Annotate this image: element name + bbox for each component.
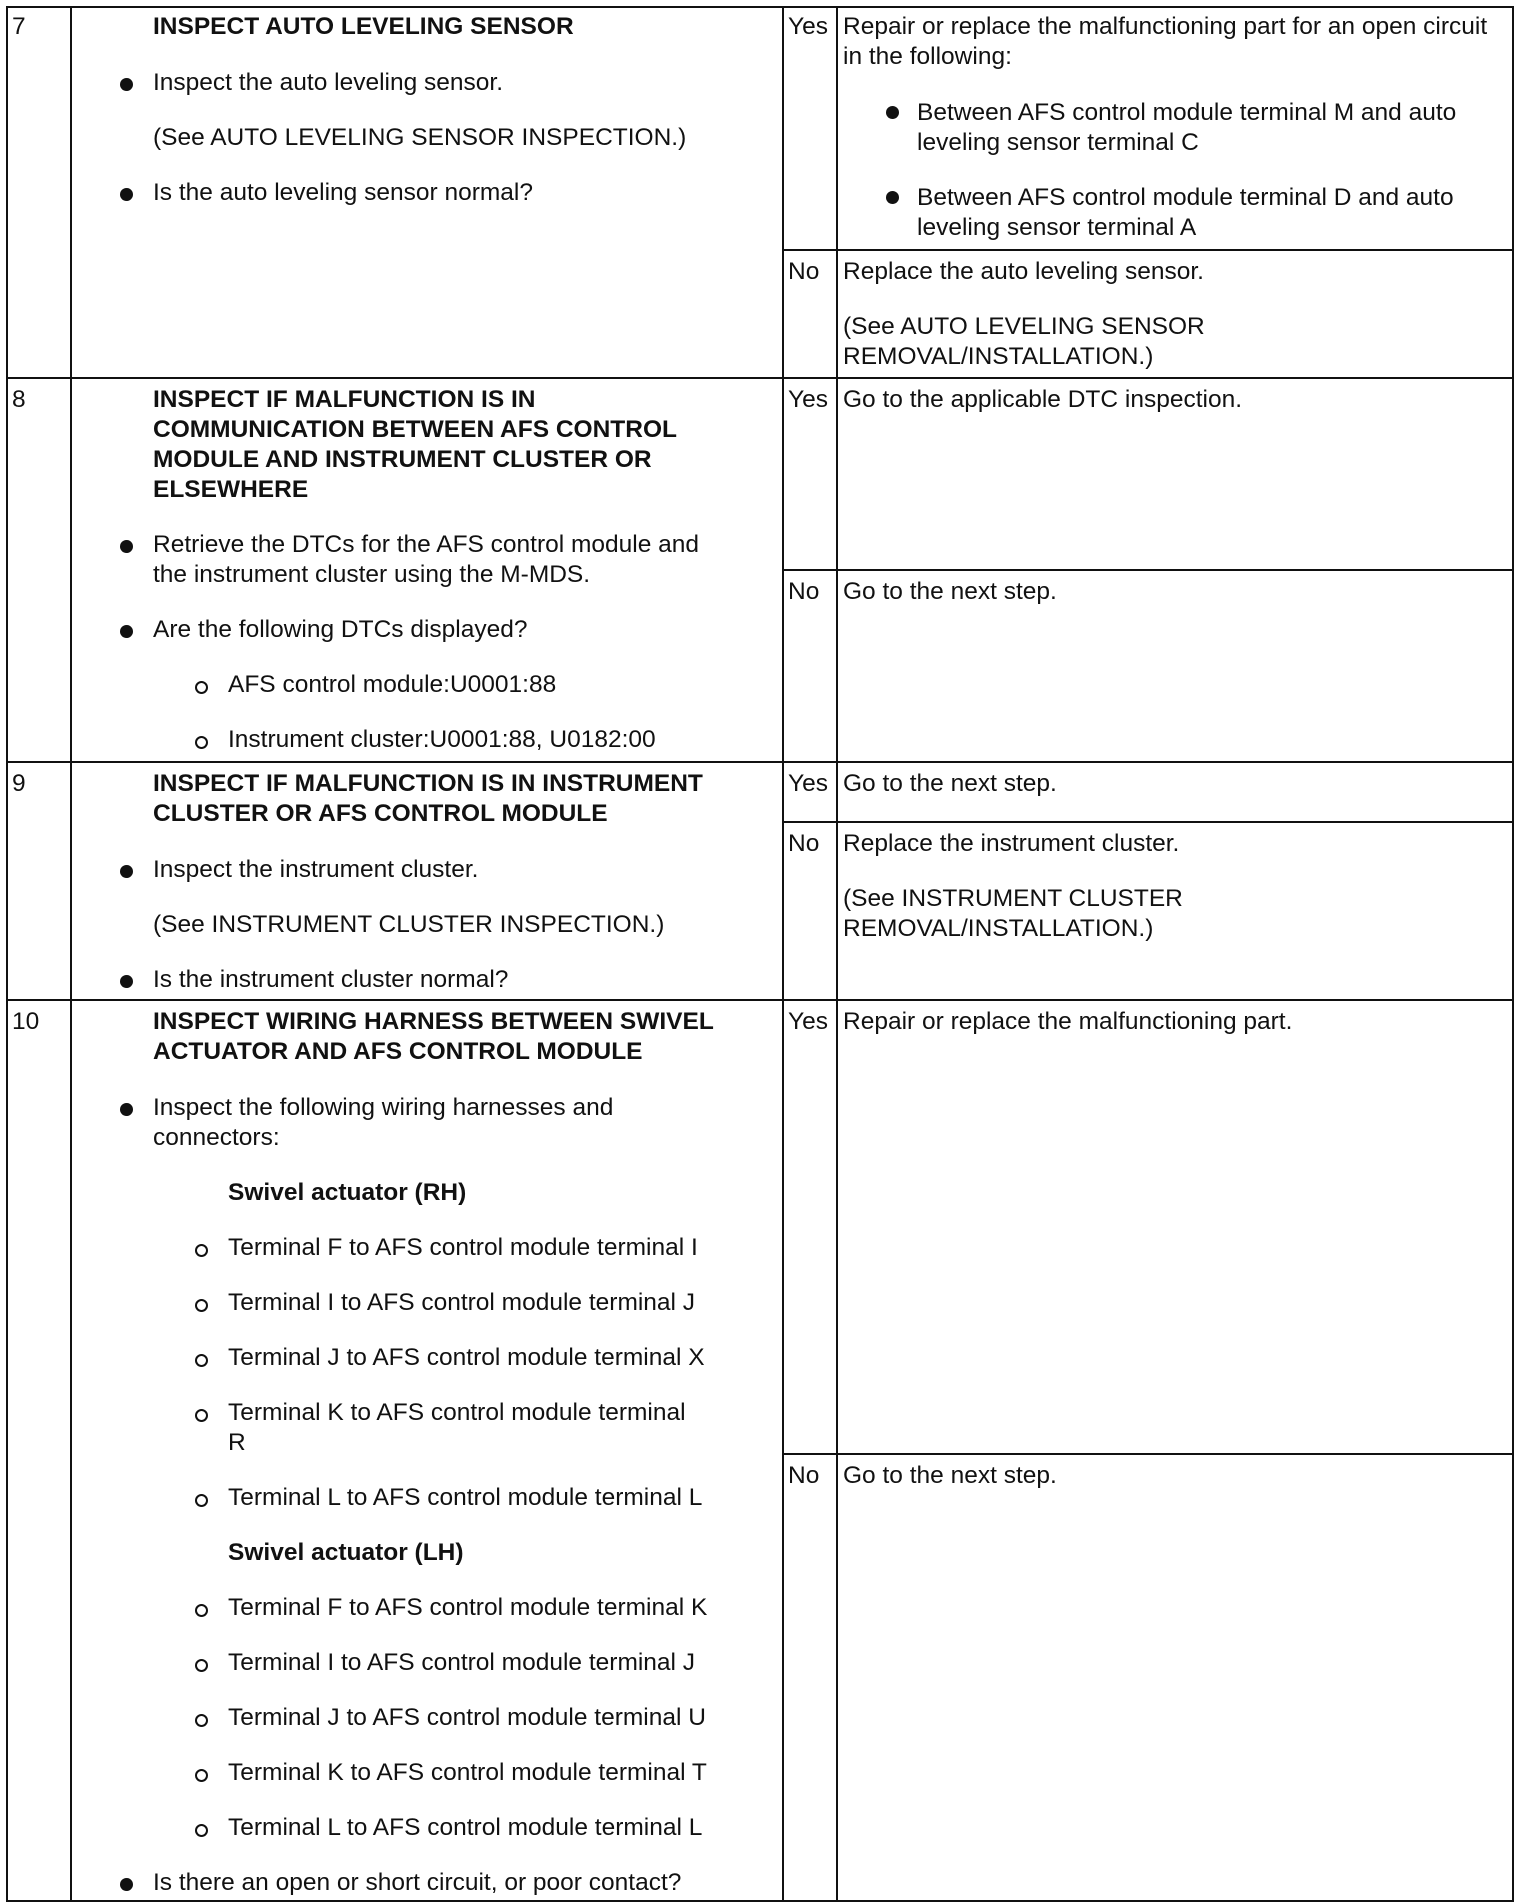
rh-item: Terminal L to AFS control module terminal L (228, 1484, 703, 1511)
bullet-icon (120, 1103, 133, 1116)
step-question: Is the auto leveling sensor normal? (153, 179, 533, 206)
step-number: 8 (12, 386, 26, 413)
no-text: REMOVAL/INSTALLATION.) (843, 343, 1154, 370)
sub-bullet-icon (195, 1604, 208, 1617)
yes-bullet: leveling sensor terminal A (917, 214, 1197, 241)
column-divider-result (836, 6, 838, 1900)
step-number: 7 (12, 13, 26, 40)
rh-item: Terminal I to AFS control module terminal J (228, 1289, 696, 1316)
rh-heading: Swivel actuator (RH) (228, 1179, 467, 1206)
yes-text: Go to the next step. (843, 770, 1057, 797)
column-divider-number (70, 6, 72, 1900)
row-divider-9-10 (6, 999, 1514, 1001)
lh-heading: Swivel actuator (LH) (228, 1539, 464, 1566)
table-border-left (6, 6, 8, 1900)
step-title: MODULE AND INSTRUMENT CLUSTER OR (153, 446, 652, 473)
step-reference: (See INSTRUMENT CLUSTER INSPECTION.) (153, 911, 665, 938)
bullet-icon (886, 191, 899, 204)
step-item: Retrieve the DTCs for the AFS control module and (153, 531, 700, 558)
bullet-icon (120, 540, 133, 553)
no-label: No (788, 258, 820, 285)
step-title: ELSEWHERE (153, 476, 309, 503)
sub-bullet-icon (195, 1354, 208, 1367)
step-question: Is there an open or short circuit, or poor contact? (153, 1869, 682, 1896)
yes-no-divider-8 (782, 569, 1514, 571)
table-border-right (1512, 6, 1514, 1900)
step-item: connectors: (153, 1124, 280, 1151)
bullet-icon (886, 106, 899, 119)
sub-bullet-icon (195, 1299, 208, 1312)
no-text: Go to the next step. (843, 578, 1057, 605)
no-text: (See INSTRUMENT CLUSTER (843, 885, 1183, 912)
step-question: Are the following DTCs displayed? (153, 616, 528, 643)
rh-item: Terminal J to AFS control module terminal X (228, 1344, 705, 1371)
sub-bullet-icon (195, 1714, 208, 1727)
sub-bullet-icon (195, 1244, 208, 1257)
no-text: Replace the instrument cluster. (843, 830, 1180, 857)
yes-text: Go to the applicable DTC inspection. (843, 386, 1243, 413)
lh-item: Terminal L to AFS control module terminal L (228, 1814, 703, 1841)
dtc-item: Instrument cluster:U0001:88, U0182:00 (228, 726, 656, 753)
yes-label: Yes (788, 386, 828, 413)
lh-item: Terminal K to AFS control module terminal T (228, 1759, 707, 1786)
rh-item: Terminal K to AFS control module terminal (228, 1399, 686, 1426)
step-item: Inspect the following wiring harnesses and (153, 1094, 614, 1121)
no-label: No (788, 1462, 820, 1489)
table-border-top (6, 6, 1514, 8)
step-item: Inspect the auto leveling sensor. (153, 69, 504, 96)
no-text: Replace the auto leveling sensor. (843, 258, 1204, 285)
lh-item: Terminal I to AFS control module terminal J (228, 1649, 696, 1676)
rh-item: Terminal F to AFS control module terminal I (228, 1234, 698, 1261)
no-text: Go to the next step. (843, 1462, 1057, 1489)
bullet-icon (120, 865, 133, 878)
step-reference: (See AUTO LEVELING SENSOR INSPECTION.) (153, 124, 687, 151)
bullet-icon (120, 1878, 133, 1891)
yes-bullet: Between AFS control module terminal D and auto (917, 184, 1454, 211)
bullet-icon (120, 78, 133, 91)
bullet-icon (120, 188, 133, 201)
bullet-icon (120, 625, 133, 638)
step-number: 10 (12, 1008, 40, 1035)
lh-item: Terminal F to AFS control module terminal K (228, 1594, 708, 1621)
step-item: Inspect the instrument cluster. (153, 856, 479, 883)
yes-no-divider-10 (782, 1453, 1514, 1455)
column-divider-step (782, 6, 784, 1900)
step-title: INSPECT AUTO LEVELING SENSOR (153, 13, 574, 40)
yes-no-divider-9 (782, 821, 1514, 823)
step-title: INSPECT IF MALFUNCTION IS IN (153, 386, 536, 413)
no-text: (See AUTO LEVELING SENSOR (843, 313, 1205, 340)
sub-bullet-icon (195, 1494, 208, 1507)
sub-bullet-icon (195, 1409, 208, 1422)
table-border-bottom (6, 1900, 1514, 1902)
yes-label: Yes (788, 770, 828, 797)
yes-text: Repair or replace the malfunctioning part for an open circuit (843, 13, 1488, 40)
no-text: REMOVAL/INSTALLATION.) (843, 915, 1154, 942)
step-title: ACTUATOR AND AFS CONTROL MODULE (153, 1038, 643, 1065)
rh-item: R (228, 1429, 246, 1456)
yes-bullet: Between AFS control module terminal M and auto (917, 99, 1457, 126)
yes-text: Repair or replace the malfunctioning part. (843, 1008, 1293, 1035)
step-question: Is the instrument cluster normal? (153, 966, 509, 993)
dtc-item: AFS control module:U0001:88 (228, 671, 557, 698)
sub-bullet-icon (195, 1659, 208, 1672)
yes-label: Yes (788, 13, 828, 40)
no-label: No (788, 578, 820, 605)
yes-bullet: leveling sensor terminal C (917, 129, 1199, 156)
step-title: COMMUNICATION BETWEEN AFS CONTROL (153, 416, 677, 443)
step-title: INSPECT IF MALFUNCTION IS IN INSTRUMENT (153, 770, 703, 797)
step-number: 9 (12, 770, 26, 797)
row-divider-7-8 (6, 377, 1514, 379)
sub-bullet-icon (195, 681, 208, 694)
bullet-icon (120, 975, 133, 988)
yes-no-divider-7 (782, 249, 1514, 251)
sub-bullet-icon (195, 1824, 208, 1837)
row-divider-8-9 (6, 761, 1514, 763)
step-item: the instrument cluster using the M-MDS. (153, 561, 591, 588)
sub-bullet-icon (195, 736, 208, 749)
yes-label: Yes (788, 1008, 828, 1035)
yes-text: in the following: (843, 43, 1012, 70)
sub-bullet-icon (195, 1769, 208, 1782)
step-title: INSPECT WIRING HARNESS BETWEEN SWIVEL (153, 1008, 714, 1035)
step-title: CLUSTER OR AFS CONTROL MODULE (153, 800, 608, 827)
no-label: No (788, 830, 820, 857)
lh-item: Terminal J to AFS control module terminal U (228, 1704, 706, 1731)
